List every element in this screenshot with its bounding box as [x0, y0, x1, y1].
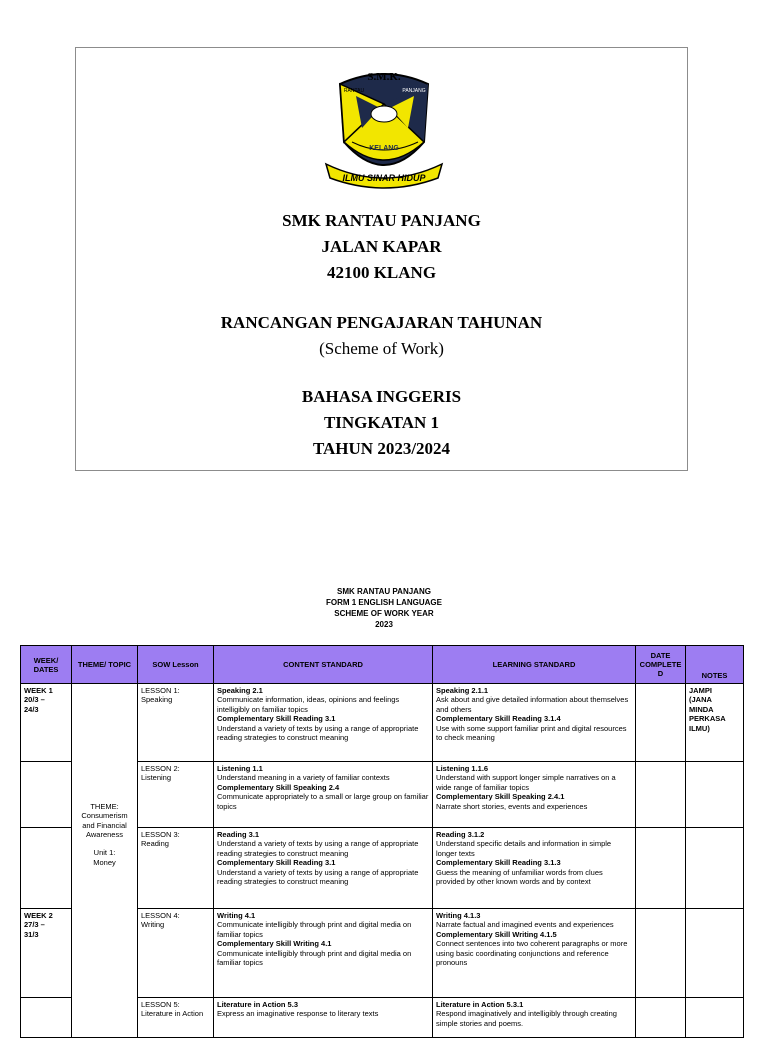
lesson-skill: Listening: [141, 773, 172, 783]
header-line-1: SMK RANTAU PANJANG: [337, 587, 431, 596]
lesson-cell: [138, 684, 214, 762]
complementary-skill-text: Connect sentences into two coherent paragraphs or more using basic coordinating conjunctions and reference pronouns: [436, 939, 628, 968]
col-header-learning: LEARNING STANDARD: [433, 646, 636, 684]
unit-label: Unit 1:: [93, 848, 116, 858]
lesson-cell: [138, 762, 214, 828]
content-standard-cell: [214, 762, 433, 828]
complementary-skill-text: Guess the meaning of unfamiliar words from clues provided by other known words and by context: [436, 867, 603, 887]
plan-subtitle: (Scheme of Work): [319, 339, 444, 358]
content-standard-heading: Speaking 2.1: [217, 686, 263, 695]
week-cell: [21, 684, 72, 762]
school-address-1: JALAN KAPAR: [321, 237, 442, 256]
header-line-3: SCHEME OF WORK YEAR: [334, 609, 434, 618]
header-line-4: 2023: [375, 620, 393, 629]
learning-standard-heading: Listening 1.1.6: [436, 764, 489, 773]
complementary-skill-text: Use with some support familiar print and digital resources to check meaning: [436, 723, 627, 743]
lesson-skill: Speaking: [141, 695, 173, 705]
col-header-content: CONTENT STANDARD: [214, 646, 433, 684]
col-header-week: WEEK/ DATES: [21, 646, 72, 684]
lesson-skill: Literature in Action: [141, 1009, 204, 1019]
complementary-skill-heading: Complementary Skill Writing 4.1.5: [436, 929, 557, 939]
theme-name: Consumerism and Financial Awareness: [81, 811, 128, 839]
week-cell: [21, 762, 72, 828]
lesson-number: LESSON 1:: [141, 686, 180, 695]
learning-standard-text: Respond imaginatively and intelligibly through creating simple stories and poems.: [436, 1009, 617, 1028]
school-name: SMK RANTAU PANJANG: [282, 211, 481, 230]
learning-standard-text: Understand specific details and information in simple longer texts: [436, 839, 612, 858]
plan-title: RANCANGAN PENGAJARAN TAHUNAN: [220, 313, 543, 332]
school-crest-logo: [322, 68, 446, 192]
complementary-skill-heading: Complementary Skill Reading 3.1: [217, 714, 336, 724]
notes-cell: [686, 828, 744, 909]
table-row: [21, 684, 744, 762]
col-header-notes: NOTES: [686, 646, 744, 684]
lesson-cell: [138, 828, 214, 909]
content-standard-text: Express an imaginative response to literary texts: [217, 1009, 379, 1019]
notes-text: JAMPI (JANA MINDA PERKASA ILMU): [689, 686, 726, 733]
complementary-skill-text: Understand a variety of texts by using a range of appropriate reading strategies to construct meaning: [217, 867, 419, 887]
date-completed-cell: [636, 828, 686, 909]
complementary-skill-heading: Complementary Skill Speaking 2.4: [217, 782, 340, 792]
lesson-number: LESSON 3:: [141, 830, 180, 839]
content-standard-text: Understand meaning in a variety of familiar contexts: [217, 773, 390, 783]
content-standard-heading: Listening 1.1: [217, 764, 263, 773]
lesson-cell: [138, 998, 214, 1038]
complementary-skill-heading: Complementary Skill Reading 3.1.3: [436, 858, 561, 868]
table-header-row: [21, 646, 744, 684]
logo-motto-text: ILMU SINAR HIDUP: [342, 173, 426, 183]
notes-cell: [686, 762, 744, 828]
unit-name: Money: [93, 857, 116, 867]
complementary-skill-text: Understand a variety of texts by using a range of appropriate reading strategies to construct meaning: [217, 723, 419, 743]
content-standard-heading: Literature in Action 5.3: [217, 1000, 298, 1009]
date-completed-cell: [636, 684, 686, 762]
learning-standard-text: Understand with support longer simple narratives on a wide range of familiar topics: [436, 773, 616, 792]
learning-standard-cell: [433, 684, 636, 762]
cover-page: [75, 47, 688, 471]
content-standard-text: Understand a variety of texts by using a range of appropriate reading strategies to construct meaning: [217, 839, 419, 858]
col-header-sow: SOW Lesson: [138, 646, 214, 684]
content-standard-heading: Writing 4.1: [217, 911, 256, 920]
learning-standard-heading: Literature in Action 5.3.1: [436, 1000, 524, 1009]
scheme-of-work-table: [20, 645, 744, 1038]
logo-right-text: PANJANG: [402, 88, 426, 94]
learning-standard-text: Ask about and give detailed information about themselves and others: [436, 695, 629, 714]
subject-block: [76, 384, 687, 462]
learning-standard-cell: [433, 909, 636, 998]
theme-cell: [72, 684, 138, 1038]
theme-label: THEME:: [90, 801, 119, 811]
date-completed-cell: [636, 909, 686, 998]
lesson-skill: Writing: [141, 920, 165, 930]
week-cell: [21, 998, 72, 1038]
complementary-skill-heading: Complementary Skill Speaking 2.4.1: [436, 792, 565, 802]
col-header-date: DATE COMPLETE D: [636, 646, 686, 684]
content-standard-cell: [214, 684, 433, 762]
content-standard-heading: Reading 3.1: [217, 830, 260, 839]
lesson-skill: Reading: [141, 839, 169, 849]
lesson-cell: [138, 909, 214, 998]
notes-cell: [686, 684, 744, 762]
week-cell: [21, 909, 72, 998]
learning-standard-cell: [433, 762, 636, 828]
complementary-skill-heading: Complementary Skill Reading 3.1.4: [436, 714, 561, 724]
form-level: TINGKATAN 1: [323, 413, 440, 432]
learning-standard-cell: [433, 828, 636, 909]
logo-top-text: S.M.K.: [367, 71, 401, 83]
content-standard-cell: [214, 998, 433, 1038]
complementary-skill-text: Communicate intelligibly through print and digital media on familiar topics: [217, 948, 412, 968]
subject-name: BAHASA INGGERIS: [301, 387, 462, 406]
learning-standard-heading: Reading 3.1.2: [436, 830, 485, 839]
lesson-number: LESSON 4:: [141, 911, 180, 920]
content-standard-cell: [214, 909, 433, 998]
learning-standard-text: Narrate factual and imagined events and experiences: [436, 920, 614, 930]
complementary-skill-text: Communicate appropriately to a small or large group on familiar topics: [217, 792, 429, 811]
complementary-skill-heading: Complementary Skill Reading 3.1: [217, 858, 336, 868]
week-dates: WEEK 1 20/3 – 24/3: [24, 686, 53, 714]
content-standard-text: Communicate information, ideas, opinions and feelings intelligibly on familiar topics: [217, 695, 400, 714]
document-header: [0, 586, 768, 630]
school-block: [76, 208, 687, 286]
complementary-skill-text: Narrate short stories, events and experiences: [436, 801, 588, 811]
notes-cell: [686, 998, 744, 1038]
header-line-2: FORM 1 ENGLISH LANGUAGE: [325, 598, 442, 607]
week-dates: WEEK 2 27/3 – 31/3: [24, 911, 53, 939]
academic-year: TAHUN 2023/2024: [312, 439, 451, 458]
learning-standard-heading: Writing 4.1.3: [436, 911, 481, 920]
school-address-2: 42100 KLANG: [326, 263, 437, 282]
content-standard-text: Communicate intelligibly through print and digital media on familiar topics: [217, 920, 412, 939]
logo-banner-text: KELANG: [369, 145, 399, 152]
date-completed-cell: [636, 762, 686, 828]
col-header-theme: THEME/ TOPIC: [72, 646, 138, 684]
plan-block: [76, 310, 687, 362]
notes-cell: [686, 909, 744, 998]
logo-left-text: RANTAU: [343, 88, 365, 94]
week-cell: [21, 828, 72, 909]
lesson-number: LESSON 5:: [141, 1000, 180, 1009]
content-standard-cell: [214, 828, 433, 909]
date-completed-cell: [636, 998, 686, 1038]
learning-standard-heading: Speaking 2.1.1: [436, 686, 489, 695]
lesson-number: LESSON 2:: [141, 764, 180, 773]
learning-standard-cell: [433, 998, 636, 1038]
complementary-skill-heading: Complementary Skill Writing 4.1: [217, 939, 332, 949]
